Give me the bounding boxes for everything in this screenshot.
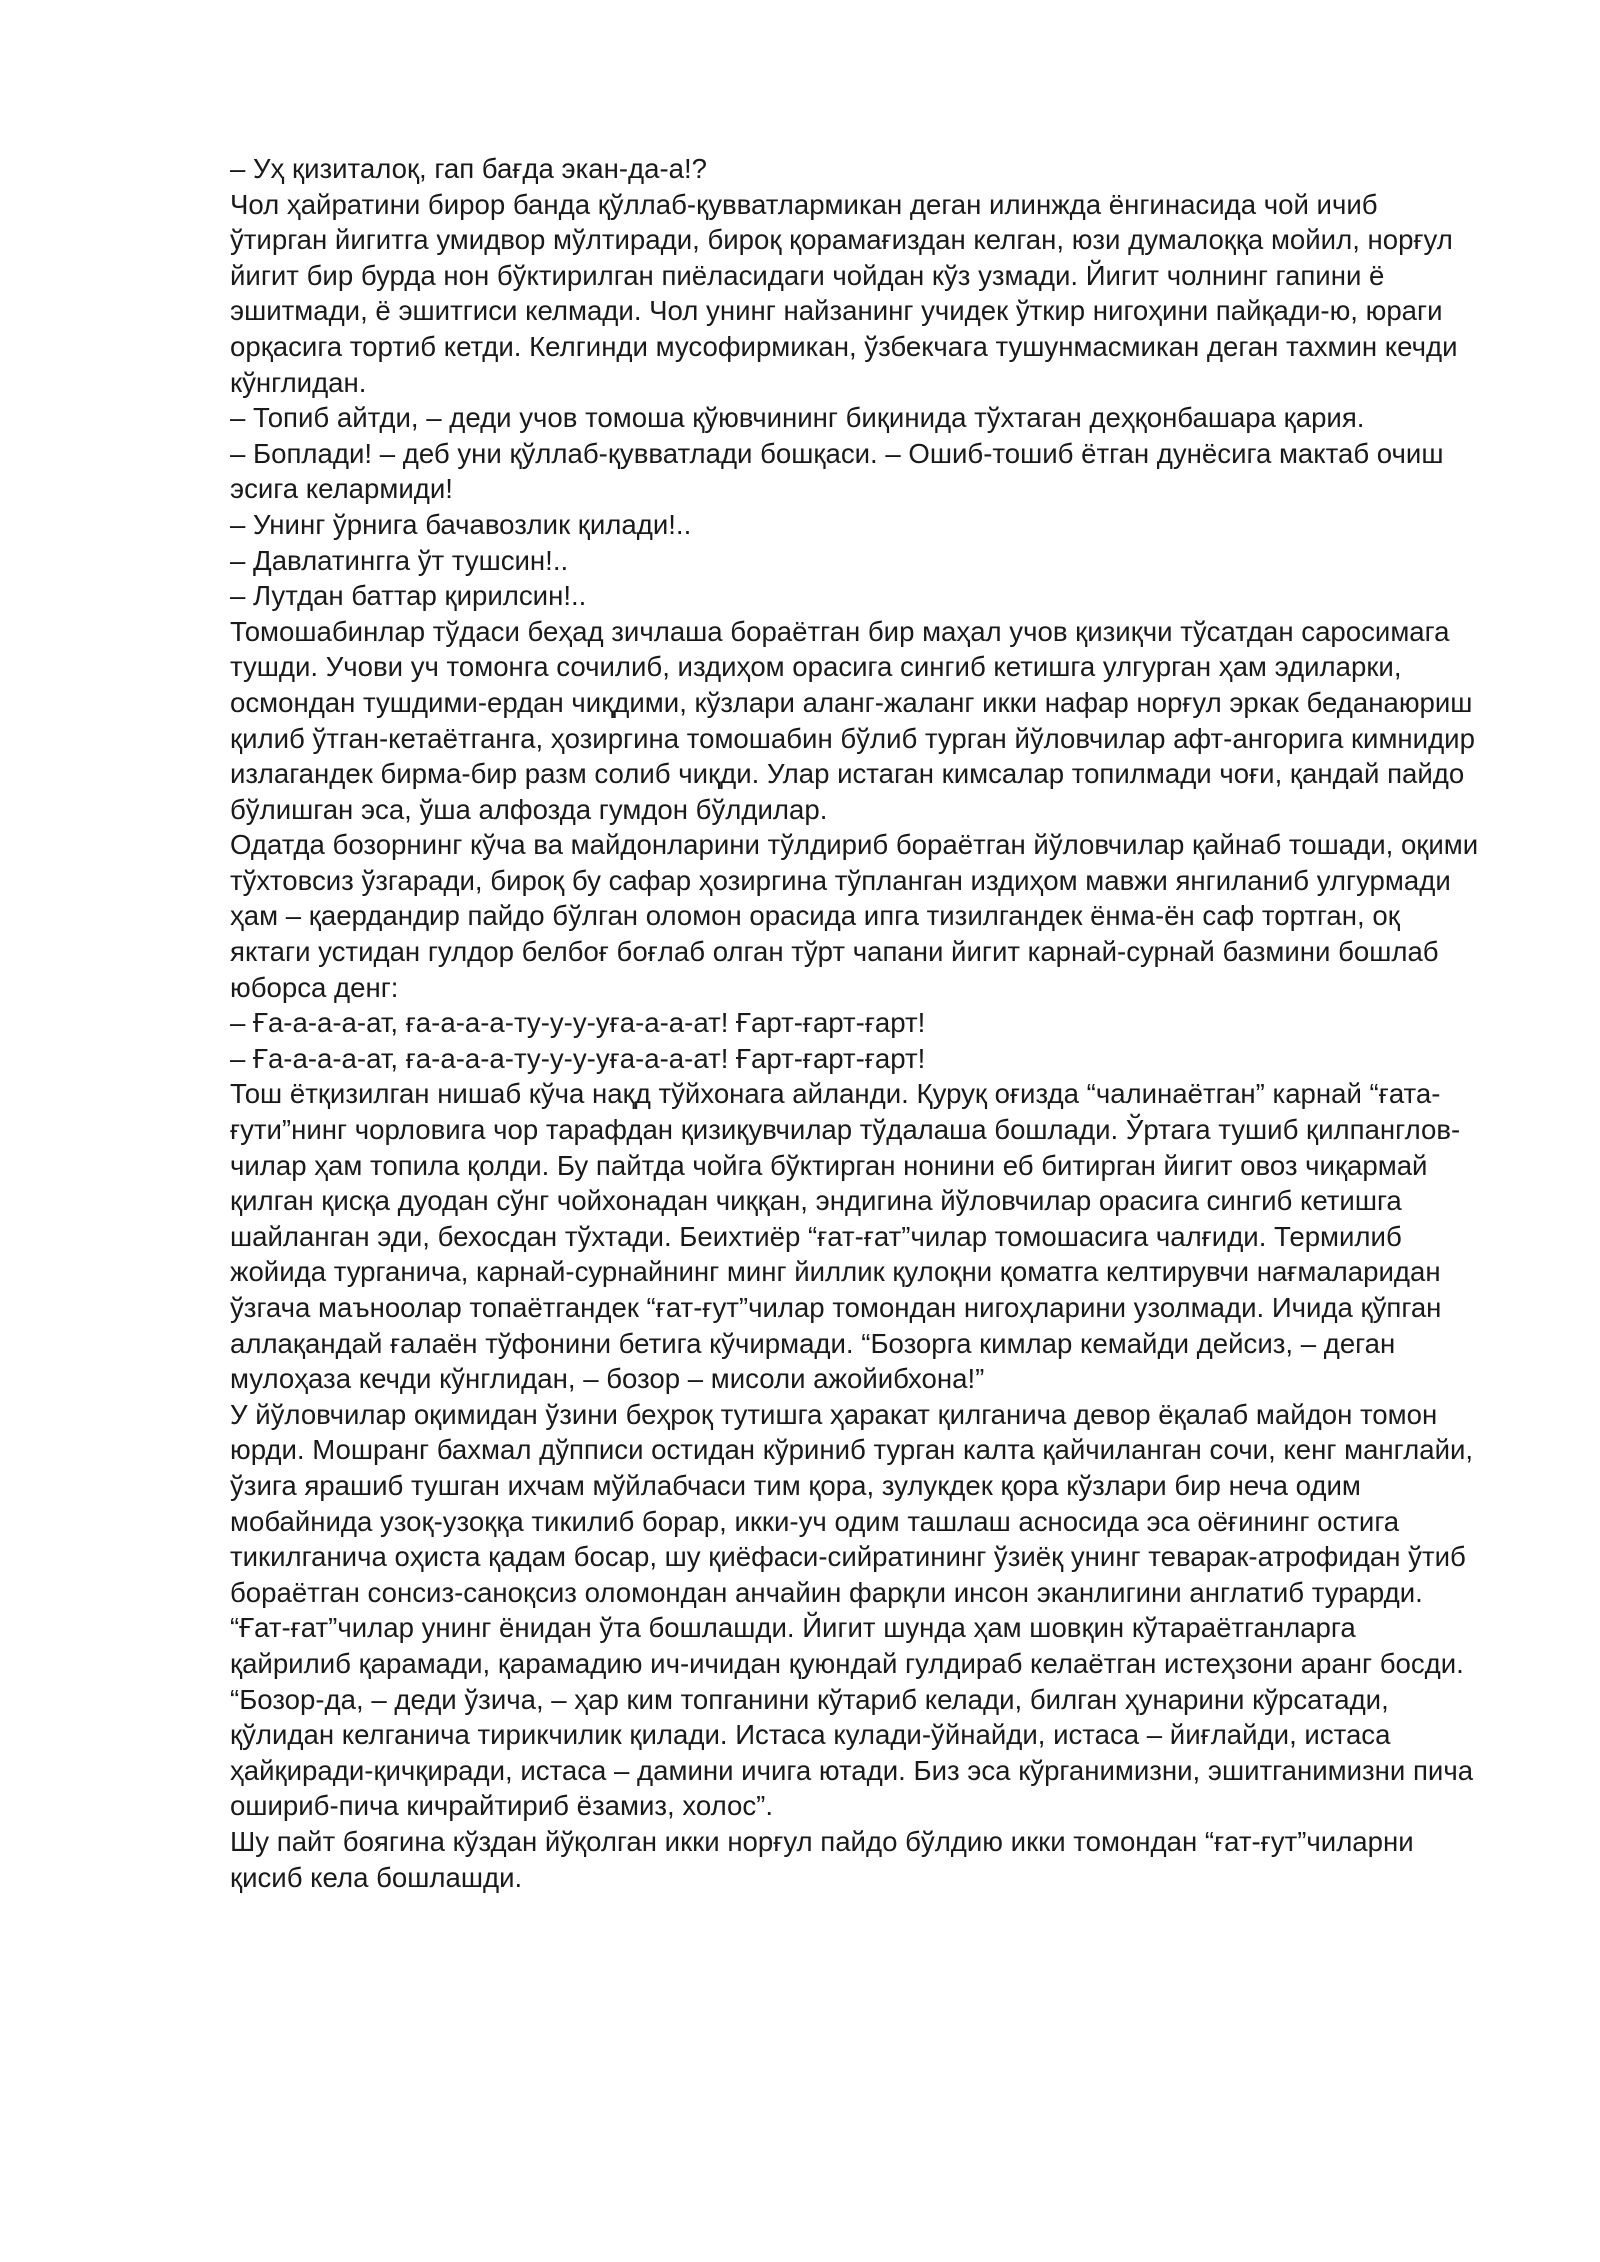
paragraph: Шу пайт боягина кўздан йўқолган икки норғул пайдо бўлдию икки томондан “ғат-ғут”чиларни қисиб кела бошлашди. (230, 1825, 1414, 1893)
paragraph: – Уҳ қизиталоқ, гап бағда экан-да-а!? (230, 153, 708, 184)
paragraph: – Боплади! – деб уни қўллаб-қувватлади бошқаси. – Ошиб-тошиб ётган дунёсига мактаб очиш эсига келармиди! (230, 437, 1444, 505)
paragraph: – Топиб айтди, – деди учов томоша қўювчининг биқинида тўхтаган деҳқонбашара қария. (230, 402, 1365, 434)
paragraph: “Ғат-ғат”чилар унинг ёнидан ўта бошлашди. Йигит шунда ҳам шовқин кўтараётганларга қайрилиб қарамади, қарамадию ич-ичидан қуюндай гулдираб келаётган истеҳзони аранг босди. “Бозор-да, – деди ўзича, – ҳар ким топганини кўтариб келади, билган ҳунарини кўрсатади, қўлидан келганича тирикчилик қилади. Истаса кулади-ўйнайди, истаса – йиғлайди, истаса ҳайқиради-қичқиради, истаса – дамини ичига ютади. Биз эса кўрганимизни, эшитганимизни пича ошириб-пича кичрайтириб ёзамиз, холос”. (230, 1612, 1474, 1822)
paragraph: Чол ҳайратини бирор банда қўллаб-қувватлармикан деган илинжда ёнгинасида чой ичиб ўтирган йигитга умидвор мўлтиради, бироқ қорамағиздан келган, юзи думалоққа мойил, норғул йигит бир бурда нон бўктирилган пиёласидаги чойдан кўз узмади. Йигит чолнинг гапини ё эшитмади, ё эшитгиси келмади. Чол унинг найзанинг учидек ўткир нигоҳини пайқади-ю, юраги орқасига тортиб кетди. Келгинди мусофирмикан, ўзбекчага тушунмасмикан деган тахмин кечди кўнглидан. (230, 188, 1458, 398)
paragraph: Томошабинлар тўдаси беҳад зичлаша бораётган бир маҳал учов қизиқчи тўсатдан саросимага тушди. Учови уч томонга сочилиб, издиҳом орасига сингиб кетишга улгурган ҳам эдиларки, осмондан тушдими-ердан чиқдими, кўзлари аланг-жаланг икки нафар норғул эркак беданаюриш қилиб ўтган-кетаётганга, ҳозиргина томошабин бўлиб турган йўловчилар афт-ангорига кимнидир излагандек бирма-бир разм солиб чиқди. Улар истаган кимсалар топилмади чоғи, қандай пайдо бўлишган эса, ўша алфозда гумдон бўлдилар. (230, 615, 1475, 825)
paragraph: – Ға-а-а-а-ат, ға-а-а-а-ту-у-у-уға-а-а-ат! Ғарт-ғарт-ғарт! (230, 1007, 926, 1039)
paragraph: – Лутдан баттар қирилсин!.. (230, 580, 587, 612)
paragraph: – Давлатингга ўт тушсин!.. (230, 544, 569, 576)
paragraph: У йўловчилар оқимидан ўзини беҳроқ тутишга ҳаракат қилганича девор ёқалаб майдон томон юрди. Мошранг бахмал дўпписи остидан кўриниб турган калта қайчиланган сочи, кенг манглайи, ўзига ярашиб тушган ихчам мўйлабчаси тим қора, зулукдек қора кўзлари бир неча одим мобайнида узоқ-узоққа тикилиб борар, икки-уч одим ташлаш асносида эса оёғининг остига тикилганича оҳиста қадам босар, шу қиёфаси-сийратининг ўзиёқ унинг теварак-атрофидан ўтиб бораётган сонсиз-саноқсиз оломондан анчайин фарқли инсон эканлигини англатиб турарди. (230, 1398, 1474, 1608)
paragraph: Тош ётқизилган нишаб кўча нақд тўйхонага айланди. Қуруқ оғизда “чалинаётган” карнай “ғата-ғути”нинг чорловига чор тарафдан қизиқувчилар тўдалаша бошлади. Ўртага тушиб қилпангловчилар ҳам топила қолди. Бу пайтда чойга бўктирган нонини еб битирган йигит овоз чиқармай қилган қисқа дуодан сўнг чойхонадан чиққан, эндигина йўловчилар орасига сингиб кетишга шайланган эди, бехосдан тўхтади. Беихтиёр “ғат-ғат”чилар томошасига чалғиди. Термилиб жойида турганича, карнай-сурнайнинг минг йиллик қулоқни қоматга келтирувчи нағмаларидан ўзгача маъноолар топаётгандек “ғат-ғут”чилар томондан нигоҳларини узолмади. Ичида қўпган аллақандай ғалаён тўфонини бетига кўчирмади. “Бозорга кимлар кемайди дейсиз, – деган мулоҳаза кечди кўнглидан, – бозор – мисоли ажойибхона!” (230, 1078, 1461, 1395)
paragraph: Одатда бозорнинг кўча ва майдонларини тўлдириб бораётган йўловчилар қайнаб тошади, оқими тўхтовсиз ўзгаради, бироқ бу сафар ҳозиргина тўпланган издиҳом мавжи янгиланиб улгурмади ҳам – қаердандир пайдо бўлган оломон орасида ипга тизилгандек ёнма-ён саф тортган, оқ яктаги устидан гулдор белбоғ боғлаб олган тўрт чапани йигит карнай-сурнай базмини бошлаб юборса денг: (230, 829, 1479, 1003)
document-body (230, 151, 1480, 1895)
paragraph: – Ға-а-а-а-ат, ға-а-а-а-ту-у-у-уға-а-а-ат! Ғарт-ғарт-ғарт! (230, 1042, 926, 1074)
paragraph: – Унинг ўрнига бачавозлик қилади!.. (230, 508, 692, 540)
